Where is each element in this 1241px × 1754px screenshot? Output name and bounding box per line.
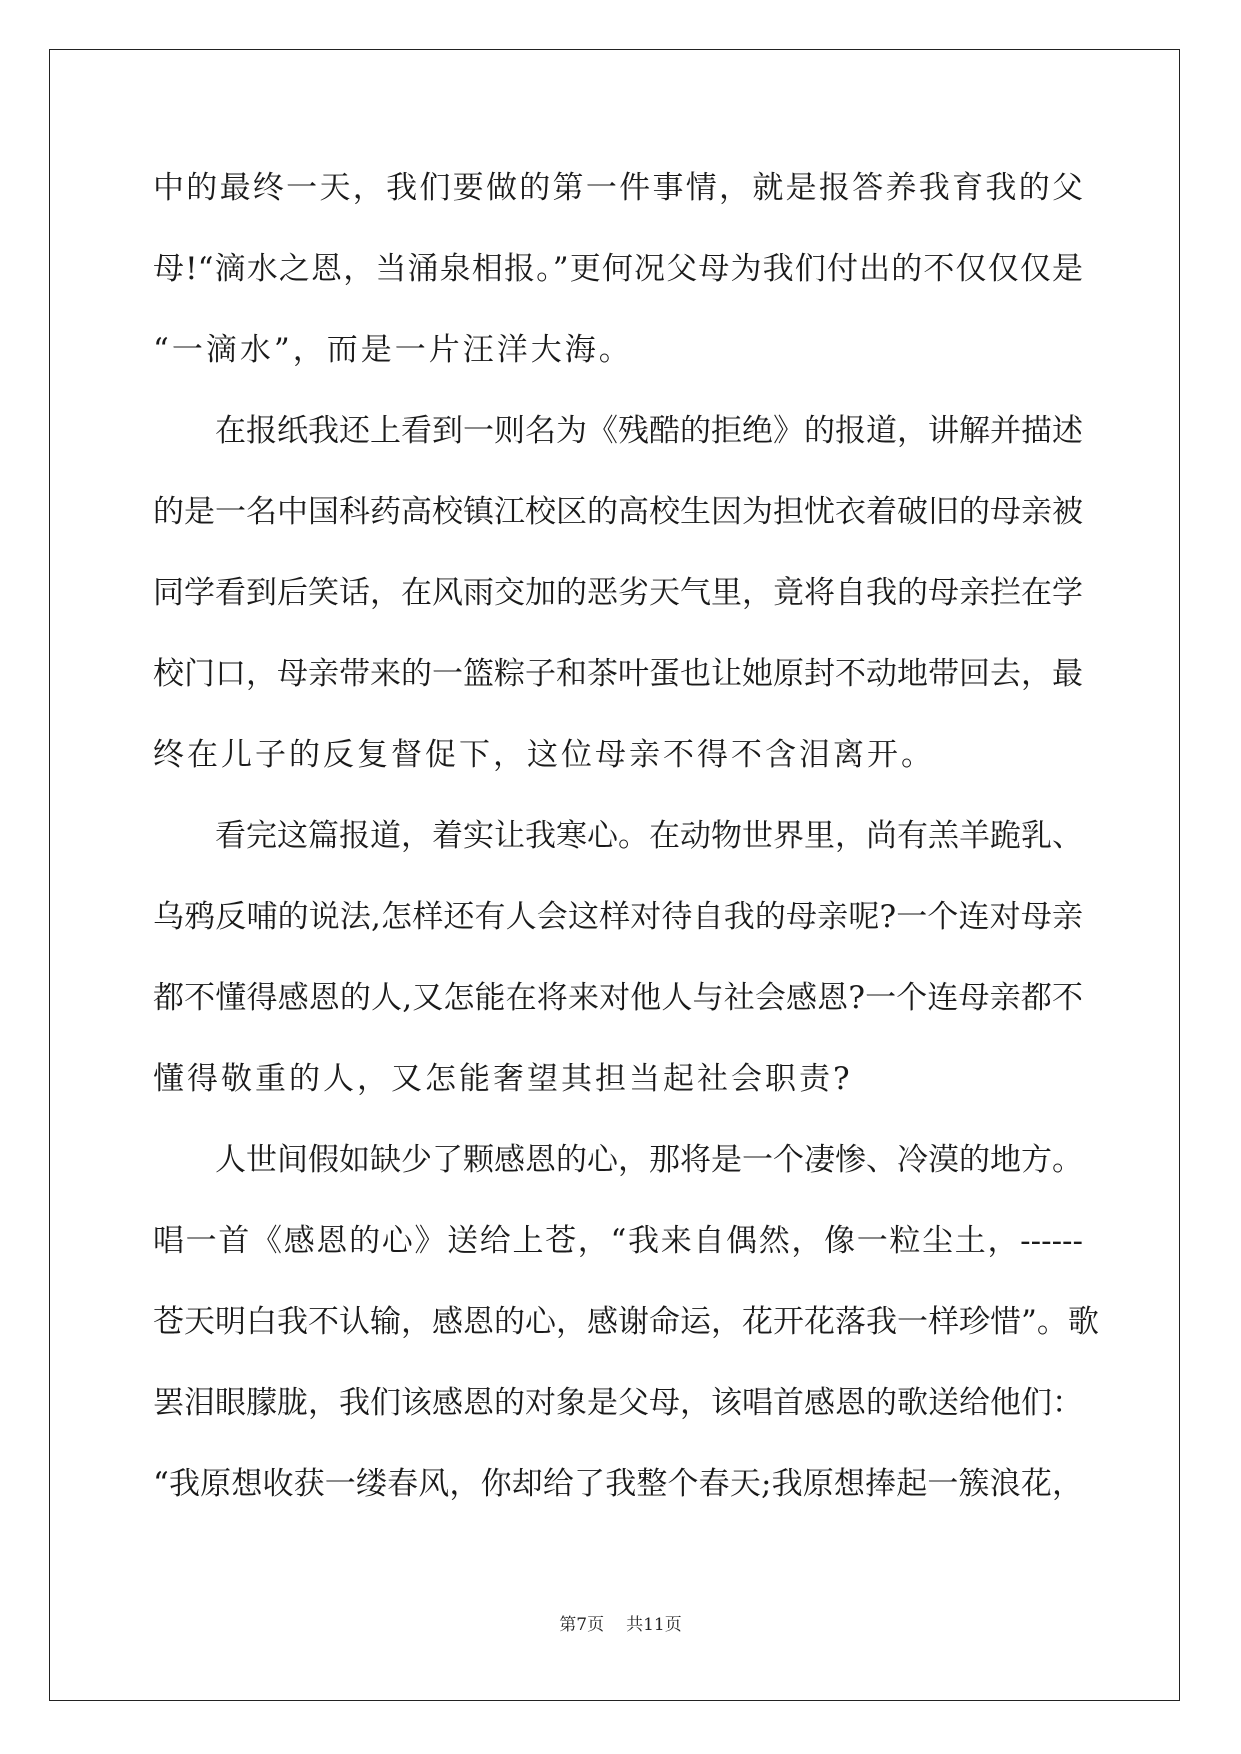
text-line: 唱一首《感恩的心》送给上苍，“我来自偶然，像一粒尘土，------ (153, 1223, 1083, 1259)
paragraph-start-line: 在报纸我还上看到一则名为《残酷的拒绝》的报道，讲解并描述 (215, 413, 1083, 449)
text-line: 终在儿子的反复督促下，这位母亲不得不含泪离开。 (153, 737, 935, 773)
text-line: 校门口，母亲带来的一篮粽子和茶叶蛋也让她原封不动地带回去，最 (153, 656, 1083, 692)
page-number: 第7页 (559, 1615, 605, 1635)
text-line: “我原想收获一缕春风，你却给了我整个春天;我原想捧起一簇浪花， (153, 1466, 1083, 1502)
document-body (153, 158, 1099, 1535)
paragraph-start-line: 看完这篇报道，着实让我寒心。在动物世界里，尚有羔羊跪乳、 (215, 818, 1083, 854)
page-total: 共11页 (626, 1615, 682, 1635)
text-line: 懂得敬重的人，又怎能奢望其担当起社会职责? (153, 1061, 853, 1097)
text-line: 都不懂得感恩的人,又怎能在将来对他人与社会感恩?一个连母亲都不 (153, 980, 1083, 1016)
text-line: 同学看到后笑话，在风雨交加的恶劣天气里，竟将自我的母亲拦在学 (153, 575, 1083, 611)
paragraph-start-line: 人世间假如缺少了颗感恩的心，那将是一个凄惨、冷漠的地方。 (215, 1142, 1083, 1178)
text-line: 的是一名中国科药高校镇江校区的高校生因为担忧衣着破旧的母亲被 (153, 494, 1083, 530)
page-footer (0, 1610, 1241, 1635)
text-line: 苍天明白我不认输，感恩的心，感谢命运，花开花落我一样珍惜”。歌 (153, 1304, 1099, 1340)
text-line: 中的最终一天，我们要做的第一件事情，就是报答养我育我的父 (153, 170, 1083, 206)
text-line: 乌鸦反哺的说法,怎样还有人会这样对待自我的母亲呢?一个连对母亲 (153, 899, 1083, 935)
text-line: 母!“滴水之恩，当涌泉相报。”更何况父母为我们付出的不仅仅仅是 (153, 251, 1083, 287)
text-line: “一滴水”，而是一片汪洋大海。 (153, 332, 633, 368)
text-line: 罢泪眼朦胧，我们该感恩的对象是父母，该唱首感恩的歌送给他们： (153, 1385, 1083, 1421)
